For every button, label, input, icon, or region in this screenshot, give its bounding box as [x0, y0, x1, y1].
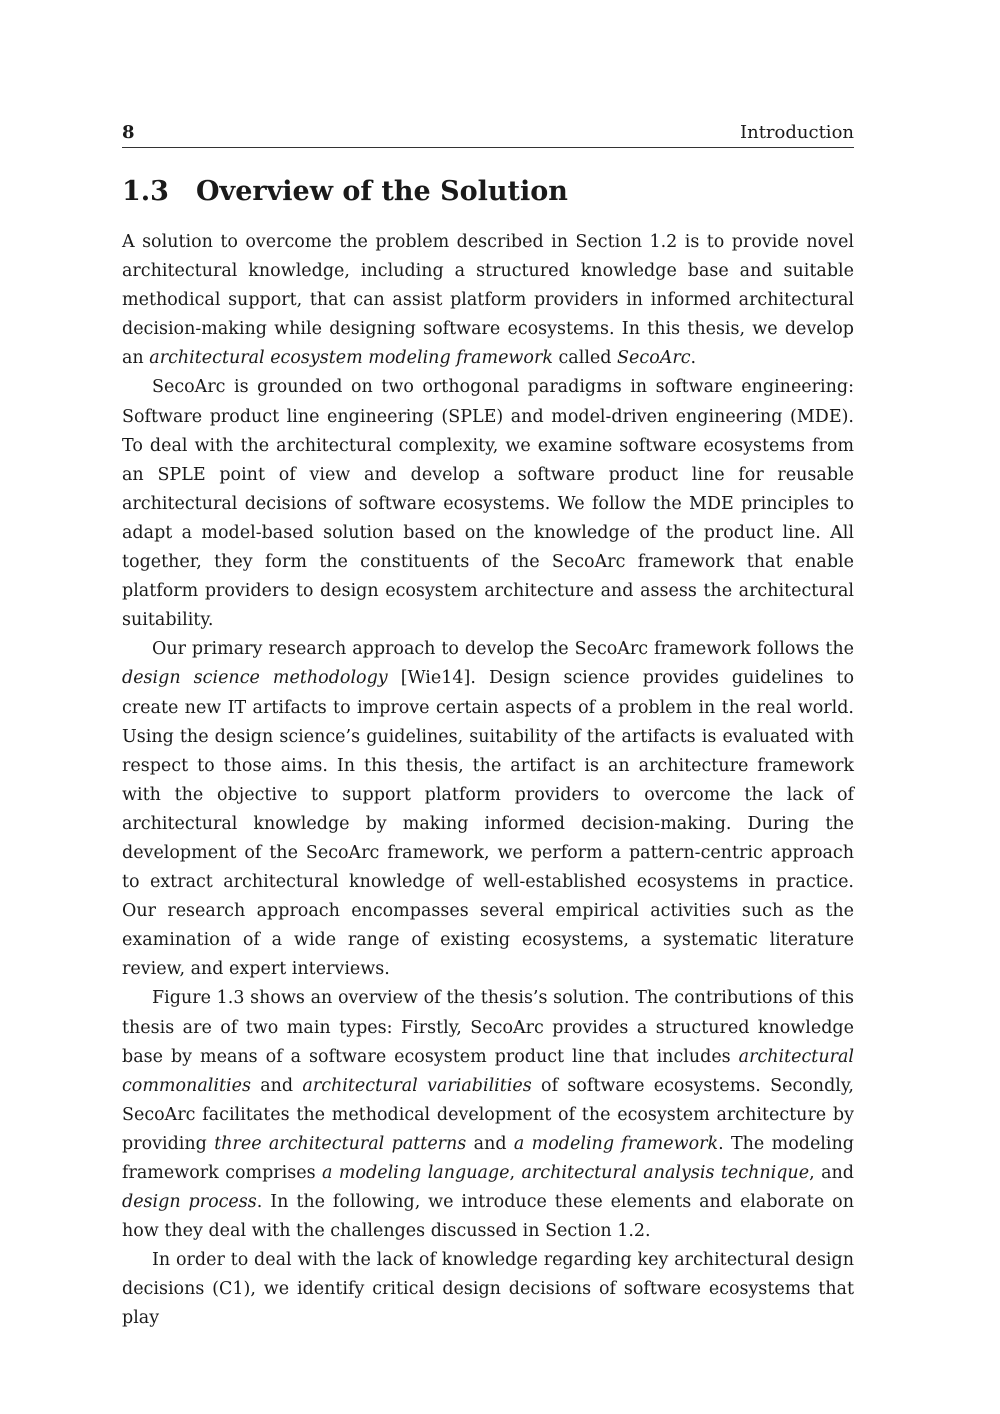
- paragraph-2: SecoArc is grounded on two orthogonal paradigms in software engineering: Software product line engineering (SPLE) and model-driven engineering (MDE). To deal with the architectural complexity, we examine software ecosystems from an SPLE point of view and develop a software product line for reusable architectural decisions of software ecosystems. We follow the MDE principles to adapt a model-based solution based on the knowledge of the product line. All together, they form the constituents of the SecoArc framework that enable platform providers to design ecosystem architecture and assess the architectural suitability.: [122, 377, 854, 631]
- emphasis: a modeling language: [322, 1163, 510, 1183]
- paragraph-3: Our primary research approach to develop the SecoArc framework follows the design science methodology [Wie14]. Design science provides guidelines to create new IT artifacts to improve certain aspects of a problem in the real world. Using the design science’s guidelines, suitability of the artifacts is evaluated with respect to those aims. In this thesis, the artifact is an architecture framework with the objective to support platform providers to overcome the lack of architectural knowledge by making informed decision-making. During the development of the SecoArc framework, we perform a pattern-centric approach to extract architectural knowledge of well-established ecosystems in practice. Our research approach encompasses several empirical activities such as the examination of a wide range of existing ecosystems, a systematic literature review, and expert interviews.: [122, 639, 854, 980]
- paragraph-1: A solution to overcome the problem described in Section 1.2 is to provide novel architectural knowledge, including a structured knowledge base and suitable methodical support, that can assist platform providers in informed architectural decision-making while designing software ecosystems. In this thesis, we develop an architectural ecosystem modeling framework called SecoArc.: [122, 232, 854, 369]
- body-text: [122, 228, 854, 1334]
- section-title: Overview of the Solution: [196, 176, 568, 207]
- chapter-title: Introduction: [740, 122, 854, 143]
- emphasis: architectural analysis technique: [521, 1163, 810, 1183]
- emphasis: architectural variabilities: [302, 1075, 532, 1096]
- emphasis: three architectural patterns: [214, 1133, 467, 1154]
- paragraph-4: Figure 1.3 shows an overview of the thesis’s solution. The contributions of this thesis are of two main types: Firstly, SecoArc provides a structured knowledge base by means of a software ecosystem product line that includes architectural commonalities and architectural variabilities of software ecosystems. Secondly, SecoArc facilitates the methodical development of the ecosystem architecture by providing three architectural patterns and a modeling framework. The modeling framework comprises a modeling language, architectural analysis technique, and design process. In the following, we introduce these elements and elaborate on how they deal with the challenges discussed in Section 1.2.: [122, 988, 854, 1242]
- section-number: 1.3: [122, 176, 169, 207]
- emphasis: design science methodology: [122, 668, 388, 689]
- emphasis: SecoArc: [617, 348, 691, 369]
- emphasis: design process: [122, 1192, 257, 1213]
- emphasis: architectural commonalities: [122, 1046, 854, 1096]
- paragraph-5: In order to deal with the lack of knowledge regarding key architectural design decisions (C1), we identify critical design decisions of software ecosystems that play: [122, 1250, 854, 1329]
- page-number: 8: [122, 122, 135, 143]
- section-heading: [122, 174, 568, 210]
- emphasis: architectural ecosystem modeling framework: [149, 348, 553, 369]
- running-header: [122, 121, 854, 148]
- emphasis: a modeling framework: [513, 1133, 719, 1154]
